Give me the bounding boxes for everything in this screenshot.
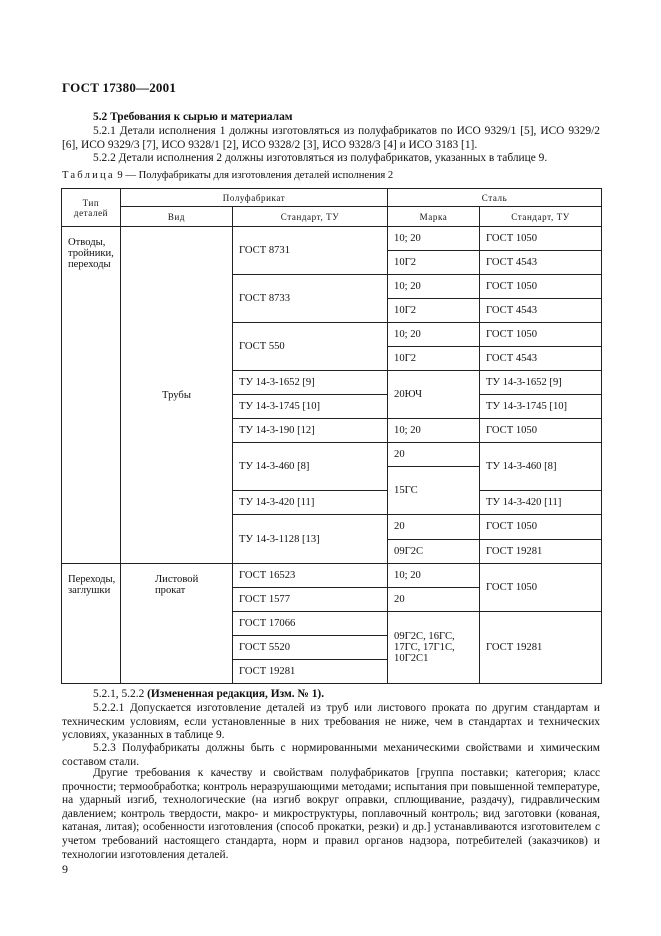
section-title: 5.2 Требования к сырью и материалам [93,111,293,123]
table-cell: ТУ 14-3-1128 [13] [233,515,388,564]
table-cell: ТУ 14-3-460 [8] [480,443,602,491]
page-number: 9 [62,862,68,876]
table-cell: ТУ 14-3-1745 [10] [233,395,388,419]
table-cell: 20 [388,443,480,467]
table-cell: ГОСТ 1050 [480,419,602,443]
table-cell: ТУ 14-3-1745 [10] [480,395,602,419]
table-cell: ГОСТ 8733 [233,275,388,323]
document-header: ГОСТ 17380—2001 [62,80,177,95]
header-steel: Сталь [388,189,602,207]
table-cell: ГОСТ 1050 [480,275,602,299]
cell-type-1: Отводы, тройники, переходы [62,227,121,564]
paragraph-5-2-2: 5.2.2 Детали исполнения 2 должны изготовляться из полуфабрикатов, указанных в таблице 9. [93,152,548,164]
table-cell: ГОСТ 5520 [233,636,388,660]
paragraph-5-2-1: 5.2.1 Детали исполнения 1 должны изготовляться из полуфабрикатов по ИСО 9329/1 [5], ИСО 9329/2 [6], ИСО 9329/3 [7], ИСО 9328/1 [2], ИСО 9328/2 [3], ИСО 9328/3 [4] и ИСО 3183 [1]. [62,125,600,151]
paragraph-other-requirements: Другие требования к качеству и свойствам полуфабрикатов [группа поставки; категория; класс прочности; термообработка; контроль неразрушающими методами; испытания при повышенной температуре, на ударный изгиб, технологические (на изгиб вокруг оправки, сплющивание, раздачу), гидравлическим давлением; контроль твердости, макро- и микроструктуры, поплавочный контроль; вид заготовки (кованая, катаная, литая); особенности изготовления (способ прокатки, резки) и др.] устанавливаются изготовителем с учетом требований настоящего стандарта, норм и правил органов надзора, потребителей (заказчиков) и технологии изготовления деталей. [62,767,600,861]
table-cell: 10Г2 [388,347,480,371]
table-cell: 10Г2 [388,251,480,275]
paragraph-changed [62,688,600,702]
table-cell: ТУ 14-3-1652 [9] [480,371,602,395]
header-grade: Марка [388,207,480,227]
table-cell: 09Г2С [394,546,424,557]
changed-prefix: 5.2.1, 5.2.2 [93,688,145,700]
table-cell: ТУ 14-3-460 [8] [233,443,388,491]
table-cell: ТУ 14-3-1652 [9] [233,371,388,395]
table-cell: ГОСТ 1050 [480,564,602,612]
table-cell: 09Г2С, 16ГС, 17ГС, 17Г1С, 10Г2С1 [388,612,480,684]
table-cell: 10Г2 [388,299,480,323]
cell-kind-2: Листовой прокат [121,564,233,684]
table-cell: ГОСТ 19281 [486,546,543,557]
table-cell: ГОСТ 1050 [480,323,602,347]
header-standard-steel: Стандарт, ТУ [480,207,602,227]
table-cell: ГОСТ 8731 [233,227,388,275]
table-cell: 10; 20 [388,564,480,588]
table-cell: ГОСТ 19281 [480,612,602,684]
cell-type-2: Переходы, заглушки [62,564,121,684]
table-cell: 10; 20 [388,227,480,251]
table-cell: ГОСТ 4543 [480,299,602,323]
table-cell: ГОСТ 1050 [480,227,602,251]
table-cell: 15ГС [388,467,480,515]
table-cell: ГОСТ 1577 [233,588,388,612]
table-cell: ТУ 14-3-420 [11] [480,491,602,515]
table-cell: 20ЮЧ [388,371,480,419]
table-cell: 10; 20 [388,419,480,443]
table-caption [62,170,393,181]
table-cell: ГОСТ 4543 [480,251,602,275]
header-standard: Стандарт, ТУ [233,207,388,227]
paragraph-5-2-2-1: 5.2.2.1 Допускается изготовление деталей из труб или листового проката по другим стандартам и техническим условиям, если установленные в них требования не ниже, чем в стандартах и технических условиях, указанных в таблице 9. [62,702,600,742]
caption-text: 9 — Полуфабрикаты для изготовления деталей исполнения 2 [117,170,394,181]
table-cell: 20 [388,588,480,612]
table-cell: ГОСТ 19281 [233,660,388,684]
table-cell: ТУ 14-3-190 [12] [233,419,388,443]
header-kind: Вид [121,207,233,227]
changed-note: (Измененная редакция, Изм. № 1). [147,688,325,700]
table-cell: ГОСТ 550 [233,323,388,371]
table-cell: ГОСТ 1050 [480,515,601,540]
header-semifinished: Полуфабрикат [121,189,388,207]
caption-label: Таблица [62,170,115,181]
table-9 [61,188,602,684]
paragraph-5-2-3: 5.2.3 Полуфабрикаты должны быть с нормированными механическими свойствами и химическим составом стали. [62,742,600,768]
table-cell: 10; 20 [388,323,480,347]
table-cell: 20 [388,515,479,540]
table-cell: ГОСТ 17066 [233,612,388,636]
table-cell: ТУ 14-3-420 [11] [233,491,388,515]
table-cell: 10; 20 [388,275,480,299]
table-cell: ГОСТ 4543 [480,347,602,371]
table-cell: ГОСТ 16523 [233,564,388,588]
cell-kind-1: Трубы [121,227,233,564]
header-type: Тип деталей [62,189,121,227]
